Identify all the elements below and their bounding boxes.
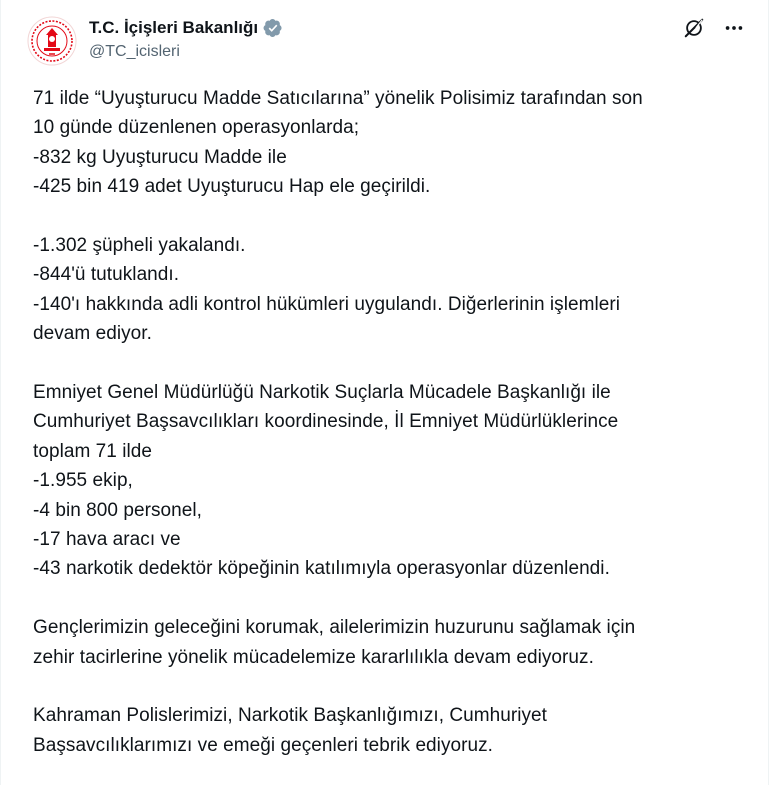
tweet-line: Cumhuriyet Başsavcılıkları koordinesinde, İl Emniyet Müdürlüklerince (33, 411, 619, 433)
tweet-line: -1.302 şüpheli yakalandı. (33, 235, 246, 257)
tweet-line: -43 narkotik dedektör köpeğinin katılımıyla operasyonlar düzenlendi. (33, 558, 610, 580)
tweet-text (33, 84, 743, 790)
display-name[interactable]: T.C. İçişleri Bakanlığı (89, 18, 259, 37)
tweet-line: -17 hava aracı ve (33, 529, 181, 551)
tweet-line: 71 ilde “Uyuşturucu Madde Satıcılarına” yönelik Polisimiz tarafından son (33, 88, 643, 109)
tweet-line: -425 bin 419 adet Uyuşturucu Hap ele geçirildi. (33, 176, 431, 198)
avatar[interactable] (27, 16, 77, 66)
ministry-logo-icon (27, 16, 77, 66)
grok-icon[interactable] (682, 16, 706, 40)
account-names (89, 17, 283, 62)
tweet-paragraph (33, 701, 743, 760)
verified-badge-icon[interactable] (263, 18, 283, 38)
header-actions (682, 16, 746, 40)
account-handle[interactable]: @TC_icisleri (89, 43, 180, 60)
tweet-paragraph (33, 613, 743, 672)
tweet-line: devam ediyor. (33, 323, 152, 345)
tweet-header (27, 16, 746, 66)
tweet-line: -844'ü tutuklandı. (33, 264, 180, 286)
tweet-line: zehir tacirlerine yönelik mücadelemize kararlılıkla devam ediyoruz. (33, 646, 594, 668)
tweet-paragraph (33, 84, 743, 202)
more-options-icon[interactable] (722, 16, 746, 40)
tweet-line: toplam 71 ilde (33, 440, 152, 462)
tweet-line: -832 kg Uyuşturucu Madde ile (33, 146, 287, 168)
tweet-line: Emniyet Genel Müdürlüğü Narkotik Suçlarla Mücadele Başkanlığı ile (33, 382, 611, 404)
tweet-line: -4 bin 800 personel, (33, 499, 202, 521)
tweet-line: Başsavcılıklarımızı ve emeği geçenleri tebrik ediyoruz. (33, 734, 493, 756)
tweet-line: -140'ı hakkında adli kontrol hükümleri uygulandı. Diğerlerinin işlemleri (33, 293, 621, 315)
tweet-paragraph (33, 231, 743, 349)
tweet-line: Kahraman Polislerimizi, Narkotik Başkanlığımızı, Cumhuriyet (33, 705, 548, 727)
tweet-paragraph (33, 378, 743, 584)
tweet-line: Gençlerimizin geleceğini korumak, ailelerimizin huzurunu sağlamak için (33, 617, 636, 639)
tweet-line: 10 günde düzenlenen operasyonlarda; (33, 117, 360, 139)
tweet-line: -1.955 ekip, (33, 470, 133, 492)
